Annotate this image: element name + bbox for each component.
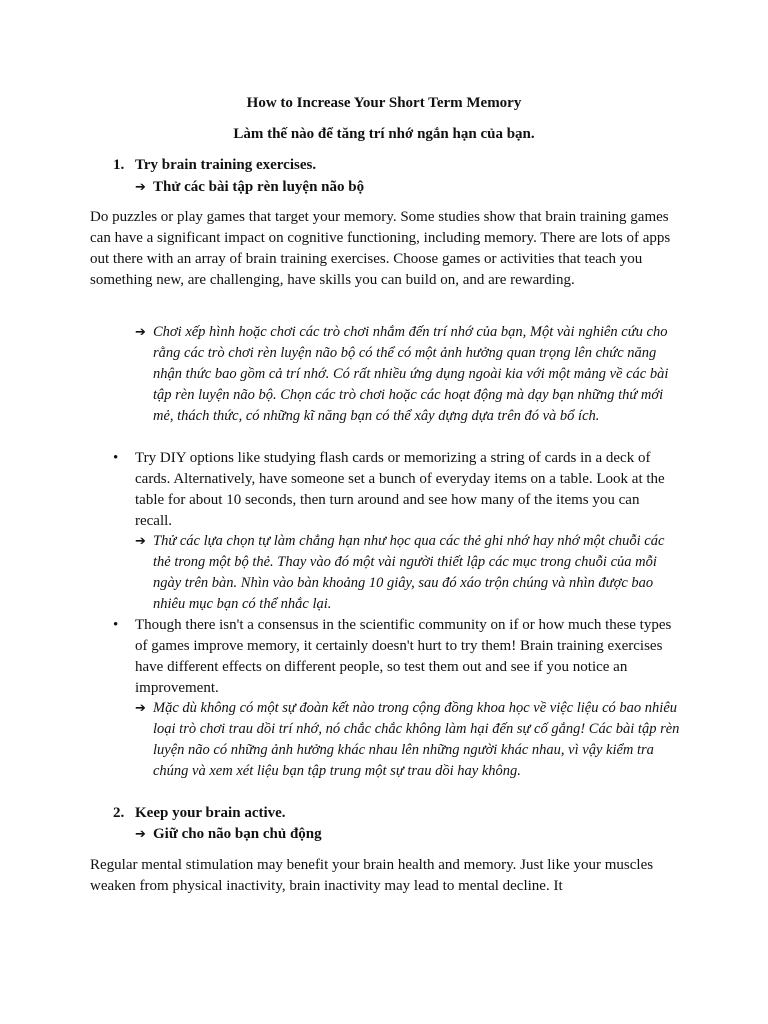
arrow-right-icon: ➔ <box>135 827 146 842</box>
section-2-subheading <box>135 824 322 845</box>
translation-text: Mặc dù không có một sự đoàn kết nào trong cộng đồng khoa học về việc liệu có bao nhiêu loại trò chơi trau dồi trí nhớ, nó chắc chắc không làm hại đến sự cố gắng! Các bài tập rèn luyện não có những ảnh hưởng khác nhau lên những người khác nhau, vì vậy kiểm tra chúng và xem xét liệu bạn tập trung một sự trau dồi hay không. <box>153 700 680 779</box>
list-item-text: Try DIY options like studying flash cards or memorizing a string of cards in a deck of cards. Alternatively, have someone set a bunch of everyday items on a table. Look at the table for about 10 seconds, then turn around and see how many of the items you can recall. <box>135 450 665 529</box>
bullet-icon: • <box>113 617 119 633</box>
list-item-translation <box>135 698 680 782</box>
section-subheading-text: Thử các bài tập rèn luyện não bộ <box>153 179 365 195</box>
arrow-right-icon: ➔ <box>135 701 146 716</box>
section-heading-text: Keep your brain active. <box>135 805 286 821</box>
list-item-translation <box>135 531 680 615</box>
section-2-heading <box>113 803 286 823</box>
list-item <box>113 615 680 699</box>
arrow-right-icon: ➔ <box>135 534 146 549</box>
document-title-vietnamese: Làm thế nào để tăng trí nhớ ngắn hạn của bạn. <box>233 126 535 142</box>
section-heading-text: Try brain training exercises. <box>135 157 317 173</box>
section-number: 1. <box>113 157 125 173</box>
document-title: How to Increase Your Short Term Memory <box>246 95 522 111</box>
arrow-right-icon: ➔ <box>135 325 146 340</box>
section-1-paragraph-translation <box>135 322 680 427</box>
arrow-right-icon: ➔ <box>135 180 146 195</box>
translation-text: Chơi xếp hình hoặc chơi các trò chơi nhắm đến trí nhớ của bạn, Một vài nghiên cứu cho rằng các trò chơi rèn luyện não bộ có thể có một ảnh hưởng quan trọng lên chức năng nhận thức bao gồm cả trí nhớ. Có rất nhiều ứng dụng ngoài kia với một mảng về các bài tập rèn luyện não bộ. Chọn các trò chơi hoặc các hoạt động mà dạy bạn những thứ mới mẻ, thách thức, có những kĩ năng bạn có thể xây dựng dựa trên đó và bổ ích. <box>153 324 669 424</box>
section-2-paragraph: Regular mental stimulation may benefit your brain health and memory. Just like your muscles weaken from physical inactivity, brain inactivity may lead to mental decline. It <box>90 857 654 894</box>
list-item-text: Though there isn't a consensus in the scientific community on if or how much these types of games improve memory, it certainly doesn't hurt to try them! Brain training exercises have different effects on different people, so test them out and see if you notice an improvement. <box>135 617 672 696</box>
section-number: 2. <box>113 805 125 821</box>
section-subheading-text: Giữ cho não bạn chủ động <box>153 826 322 842</box>
list-item <box>113 448 680 532</box>
section-1-paragraph: Do puzzles or play games that target your memory. Some studies show that brain training games can have a significant impact on cognitive functioning, including memory. There are lots of apps out there with an array of brain training exercises. Choose games or activities that teach you something new, are challenging, have skills you can build on, and are rewarding. <box>90 209 671 288</box>
translation-text: Thử các lựa chọn tự làm chẳng hạn như học qua các thẻ ghi nhớ hay nhớ một chuỗi các thẻ trong một bộ thẻ. Thay vào đó một vài người thiết lập các mục trong chuỗi của mỗi ngày trên bàn. Nhìn vào bàn khoảng 10 giây, sau đó xáo trộn chúng và nhìn được bao nhiêu mục bạn có thể nhắc lại. <box>153 533 665 612</box>
section-1-heading <box>113 155 316 175</box>
bullet-icon: • <box>113 450 119 466</box>
section-1-subheading <box>135 177 364 198</box>
